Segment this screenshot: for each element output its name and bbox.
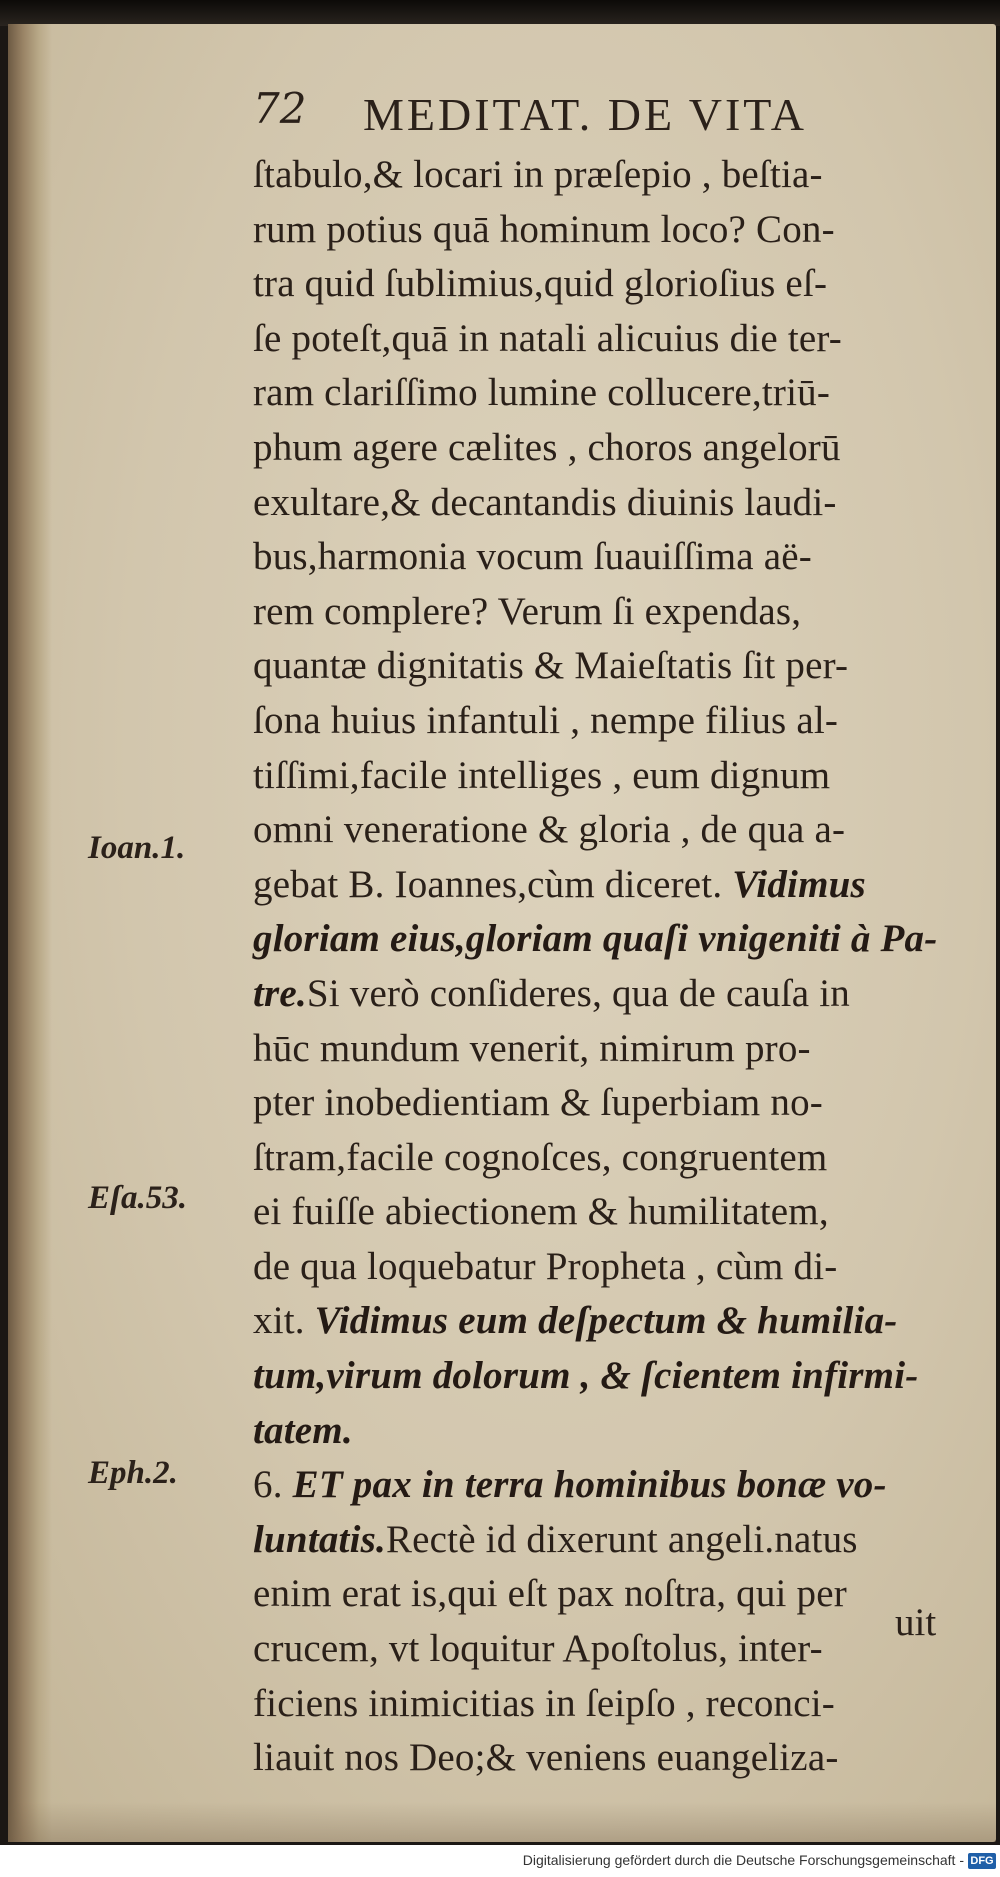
text-line: hūc mundum venerit, nimirum pro-: [253, 1026, 811, 1070]
text-line: [253, 967, 953, 1022]
text-line: [253, 858, 953, 913]
text-line: de qua loquebatur Propheta , cùm di-: [253, 1244, 838, 1288]
text-line: ficiens inimicitias in ſeipſo , reconci-: [253, 1681, 835, 1725]
text-line: phum agere cælites , choros angelorū: [253, 425, 841, 469]
text-line: tra quid ſublimius,quid glorioſius eſ-: [253, 262, 828, 306]
text-line: omni veneratione & gloria , de qua a-: [253, 808, 846, 852]
text-line: [253, 1349, 953, 1404]
page-bottom-shadow: [8, 1802, 996, 1842]
margin-note-esa: Eſa.53.: [88, 1180, 187, 1216]
text-line: ſona huius infantuli , nempe filius al-: [253, 698, 839, 742]
body-text: [253, 148, 953, 1786]
text-line: liauit nos Deo;& veniens euangeliza-: [253, 1736, 839, 1780]
text-line: [253, 1513, 953, 1568]
text-roman: gebat B. Ioannes,cùm diceret.: [253, 862, 733, 906]
text-roman: Rectè id dixerunt angeli.natus: [385, 1517, 858, 1561]
margin-note-ioan: Ioan.1.: [88, 830, 186, 866]
text-line: rem complere? Verum ſi expendas,: [253, 589, 802, 633]
catchword: uit: [895, 1601, 937, 1644]
footer-bar: [0, 1845, 1000, 1877]
running-title: MEDITAT. DE VITA: [363, 89, 807, 140]
text-line: bus,harmonia vocum ſuauiſſima aë-: [253, 535, 812, 579]
text-line: crucem, vt loquitur Apoſtolus, inter-: [253, 1627, 823, 1671]
verse-number: 6.: [253, 1463, 293, 1507]
text-line: [253, 1294, 953, 1349]
text-line: enim erat is,qui eſt pax noſtra, qui per: [253, 1572, 847, 1616]
quote-italic: ET pax in terra hominibus bonæ vo-: [292, 1463, 887, 1507]
quote-italic: gloriam eius,gloriam quaſi vnigeniti à Pa-: [253, 917, 938, 961]
text-roman: xit.: [253, 1299, 315, 1343]
page-spine-shadow: [8, 24, 52, 1842]
quote-italic: tatem.: [253, 1408, 353, 1452]
running-header: [253, 72, 863, 142]
text-line: [253, 912, 953, 967]
text-line: ſtram,facile cognoſces, congruentem: [253, 1135, 828, 1179]
text-line: ram clariſſimo lumine collucere,triū-: [253, 371, 831, 415]
dfg-logo: DFG: [968, 1853, 996, 1869]
text-line: quantæ dignitatis & Maieſtatis ſit per-: [253, 644, 849, 688]
text-line: ei fuiſſe abiectionem & humilitatem,: [253, 1190, 829, 1234]
text-line: ſe poteſt,quā in natali alicuius die ter-: [253, 316, 842, 360]
page-number: 72: [253, 84, 307, 133]
quote-italic: tum,virum dolorum , & ſcientem infirmi-: [253, 1354, 919, 1398]
text-line: rum potius quā hominum loco? Con-: [253, 207, 835, 251]
quote-italic: Vidimus eum deſpectum & humilia-: [314, 1299, 898, 1343]
margin-note-eph: Eph.2.: [88, 1455, 178, 1491]
text-line: tiſſimi,facile intelliges , eum dignum: [253, 753, 831, 797]
footer-credit: Digitalisierung gefördert durch die Deutsche Forschungsgemeinschaft -: [522, 1852, 964, 1868]
text-roman: Si verò conſideres, qua de cauſa in: [306, 971, 850, 1015]
quote-italic: Vidimus: [732, 862, 866, 906]
text-line: ſtabulo,& locari in præſepio , beſtia-: [253, 153, 823, 196]
text-line: exultare,& decantandis diuinis laudi-: [253, 480, 837, 524]
quote-italic: luntatis.: [253, 1517, 386, 1561]
text-line: [253, 1404, 953, 1459]
text-line: [253, 1458, 953, 1513]
quote-italic: tre.: [253, 971, 307, 1015]
scan-top-border: [0, 0, 1000, 26]
text-line: pter inobedientiam & ſuperbiam no-: [253, 1081, 823, 1125]
